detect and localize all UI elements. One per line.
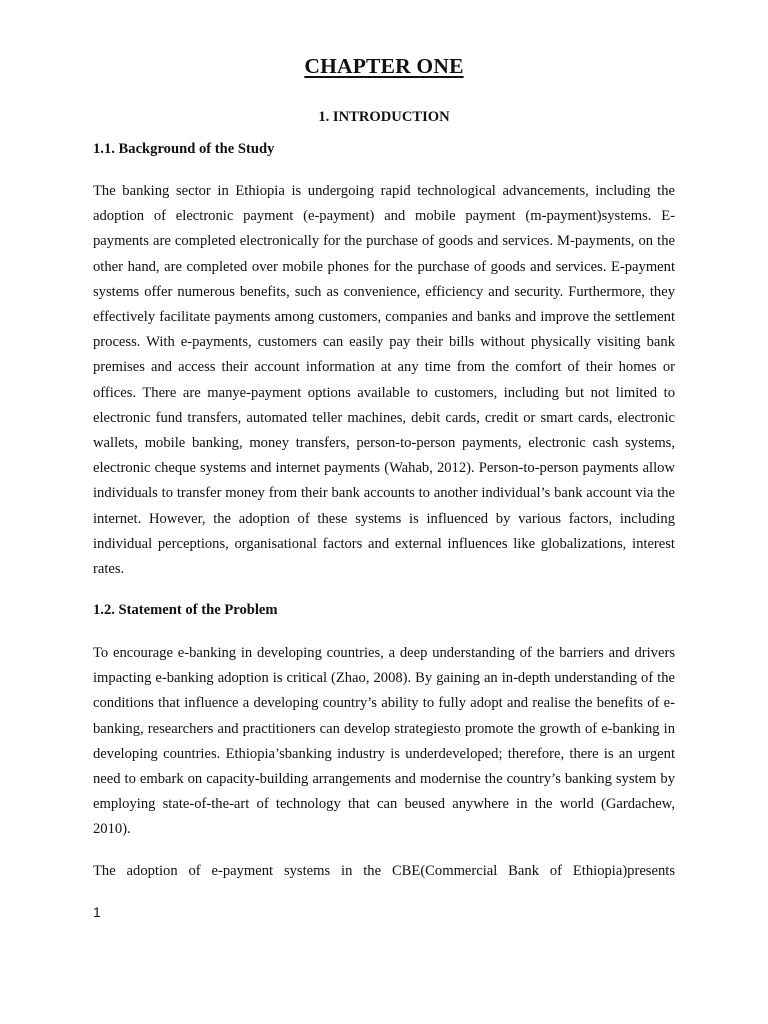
paragraph-cbe-adoption: The adoption of e-payment systems in the CBE(Commercial Bank of Ethiopia)presents xyxy=(93,863,675,879)
page-number: 1 xyxy=(93,904,101,920)
subsection-heading-problem-statement: 1.2. Statement of the Problem xyxy=(93,602,278,618)
paragraph-problem-statement: To encourage e-banking in developing countries, a deep understanding of the barriers and drivers impacting e-banking adoption is critical (Zhao, 2008). By gaining an in-depth understanding of the conditions that influence a developing country’s ability to fully adopt and realise the benefits of e-banking, researchers and practitioners can develop strategiesto promote the growth of e-banking in developing countries. Ethiopia’sbanking industry is underdeveloped; therefore, there is an urgent need to embark on capacity-building arrangements and modernise the country’s banking system by employing state-of-the-art of technology that can beused anywhere in the world (Gardachew, 2010). xyxy=(93,645,675,838)
section-heading-introduction: 1. INTRODUCTION xyxy=(318,109,450,125)
paragraph-background: The banking sector in Ethiopia is undergoing rapid technological advancements, including the adoption of electronic payment (e-payment) and mobile payment (m-payment)systems. E-payments are completed electronically for the purchase of goods and services. M-payments, on the other hand, are completed over mobile phones for the purchase of goods and services. E-payment systems offer numerous benefits, such as convenience, efficiency and security. Furthermore, they effectively facilitate payments among customers, companies and banks and improve the settlement process. With e-payments, customers can easily pay their bills without physically visiting bank premises and access their account information at any time from the comfort of their homes or offices. There are manye-payment options available to customers, including but not limited to electronic fund transfers, automated teller machines, debit cards, credit or smart cards, electronic wallets, mobile banking, money transfers, person-to-person payments, electronic cash systems, electronic cheque systems and internet payments (Wahab, 2012). Person-to-person payments allow individuals to transfer money from their bank accounts to another individual’s bank account via the internet. However, the adoption of these systems is influenced by various factors, including individual perceptions, organisational factors and external influences like globalizations, interest rates. xyxy=(93,183,675,578)
subsection-heading-background: 1.1. Background of the Study xyxy=(93,141,275,157)
chapter-title: CHAPTER ONE xyxy=(304,54,464,78)
